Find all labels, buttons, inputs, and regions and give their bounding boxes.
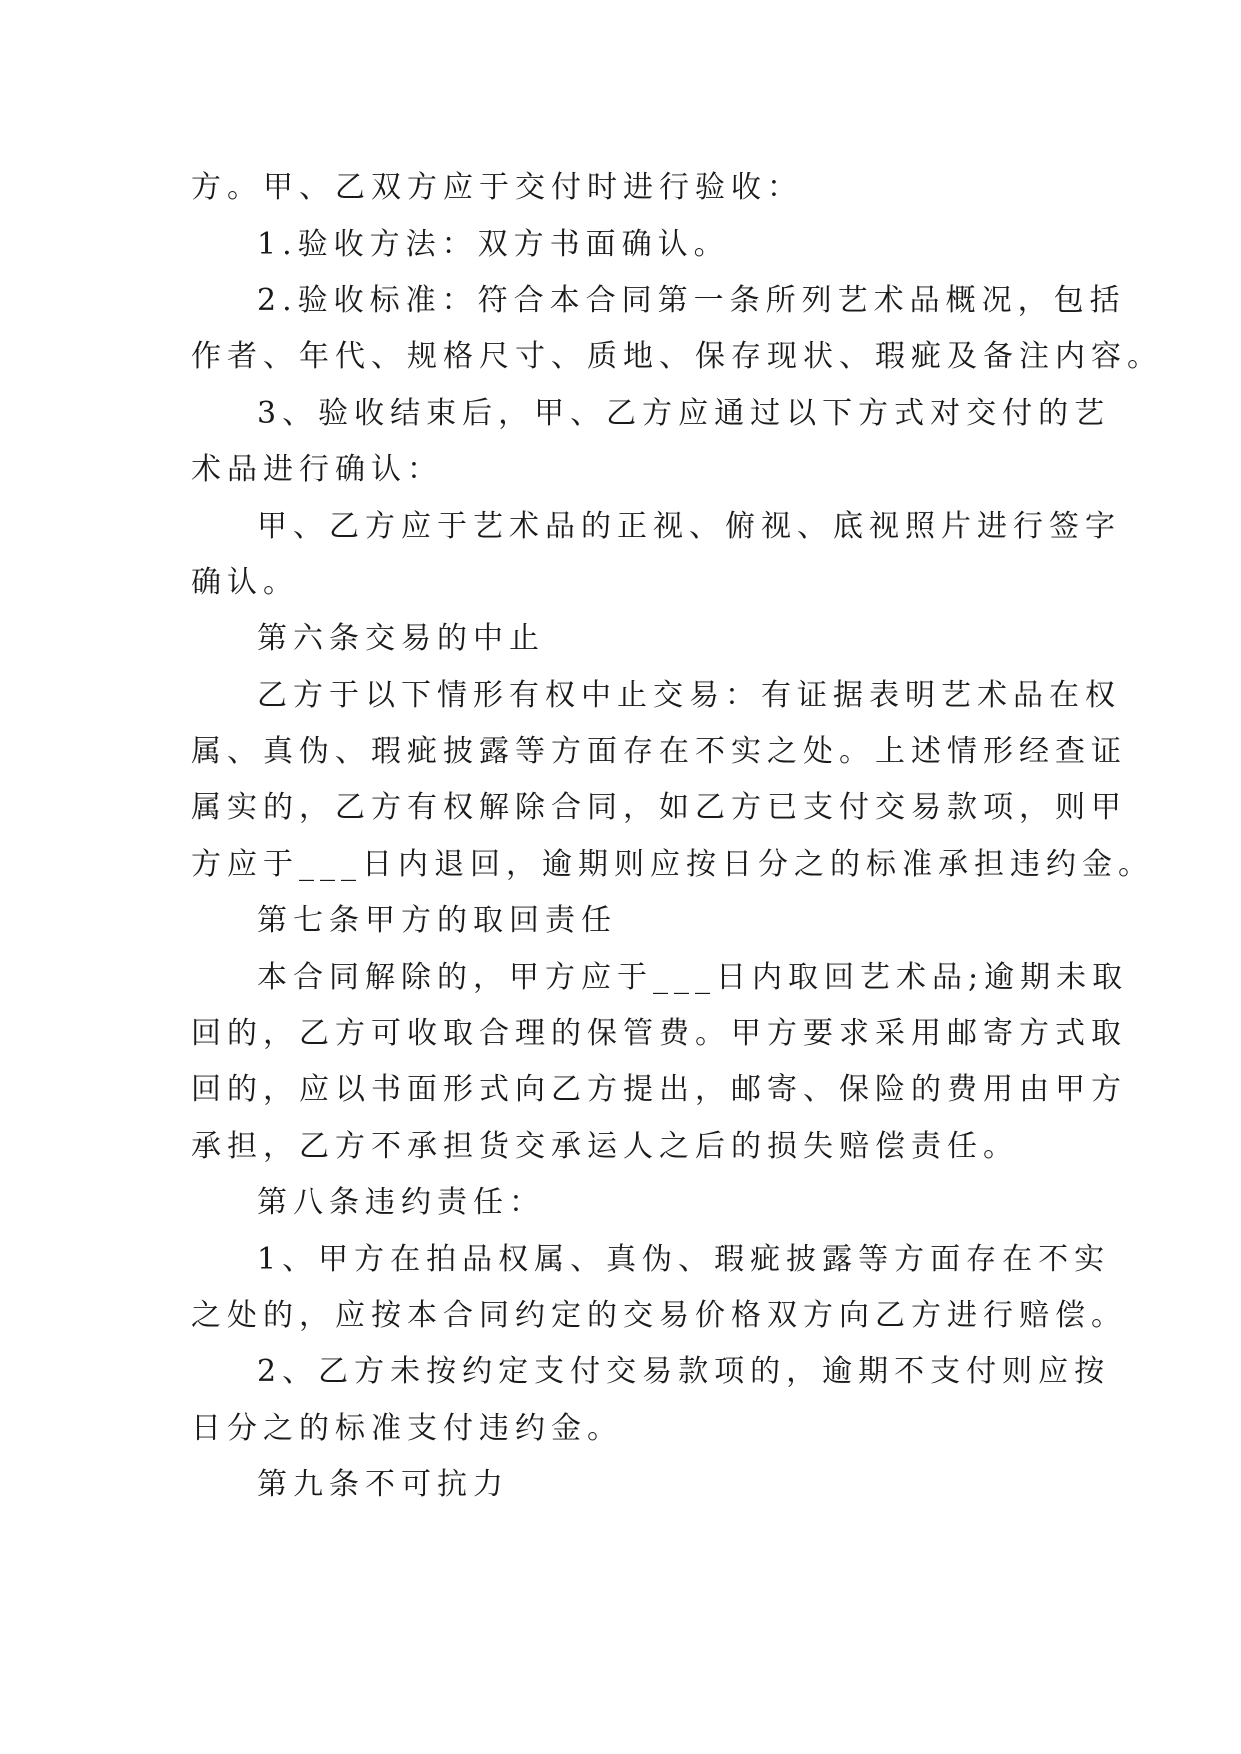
text-line: 回的，乙方可收取合理的保管费。甲方要求采用邮寄方式取 bbox=[191, 1016, 1127, 1051]
section-heading: 第九条不可抗力 bbox=[257, 1467, 509, 1502]
text-line: 作者、年代、规格尺寸、质地、保存现状、瑕疵及备注内容。 bbox=[191, 339, 1163, 374]
text-line: 1.验收方法：双方书面确认。 bbox=[257, 227, 730, 262]
section-heading: 第八条违约责任： bbox=[257, 1185, 545, 1220]
text-line: 属、真伪、瑕疵披露等方面存在不实之处。上述情形经查证 bbox=[191, 734, 1127, 769]
text-line: 回的，应以书面形式向乙方提出，邮寄、保险的费用由甲方 bbox=[191, 1072, 1127, 1107]
text-line: 确认。 bbox=[191, 565, 299, 600]
text-line: 乙方于以下情形有权中止交易：有证据表明艺术品在权 bbox=[257, 678, 1121, 713]
text-line: 之处的，应按本合同约定的交易价格双方向乙方进行赔偿。 bbox=[191, 1298, 1127, 1333]
text-line: 承担，乙方不承担货交承运人之后的损失赔偿责任。 bbox=[191, 1129, 1019, 1164]
text-line: 2.验收标准：符合本合同第一条所列艺术品概况，包括 bbox=[257, 283, 1126, 318]
text-line: 1、甲方在拍品权属、真伪、瑕疵披露等方面存在不实 bbox=[257, 1242, 1111, 1277]
text-line: 本合同解除的，甲方应于___日内取回艺术品;逾期未取 bbox=[257, 960, 1129, 995]
section-heading: 第七条甲方的取回责任 bbox=[257, 903, 617, 938]
text-line: 属实的，乙方有权解除合同，如乙方已支付交易款项，则甲 bbox=[191, 790, 1127, 825]
text-line: 2、乙方未按约定支付交易款项的，逾期不支付则应按 bbox=[257, 1354, 1111, 1389]
text-line: 甲、乙方应于艺术品的正视、俯视、底视照片进行签字 bbox=[257, 509, 1121, 544]
text-line: 日分之的标准支付违约金。 bbox=[191, 1411, 623, 1446]
text-line: 术品进行确认： bbox=[191, 452, 443, 487]
section-heading: 第六条交易的中止 bbox=[257, 621, 545, 656]
text-line: 方应于___日内退回，逾期则应按日分之的标准承担违约金。 bbox=[191, 847, 1154, 882]
text-line: 方。甲、乙双方应于交付时进行验收： bbox=[191, 170, 803, 205]
text-line: 3、验收结束后，甲、乙方应通过以下方式对交付的艺 bbox=[257, 396, 1111, 431]
